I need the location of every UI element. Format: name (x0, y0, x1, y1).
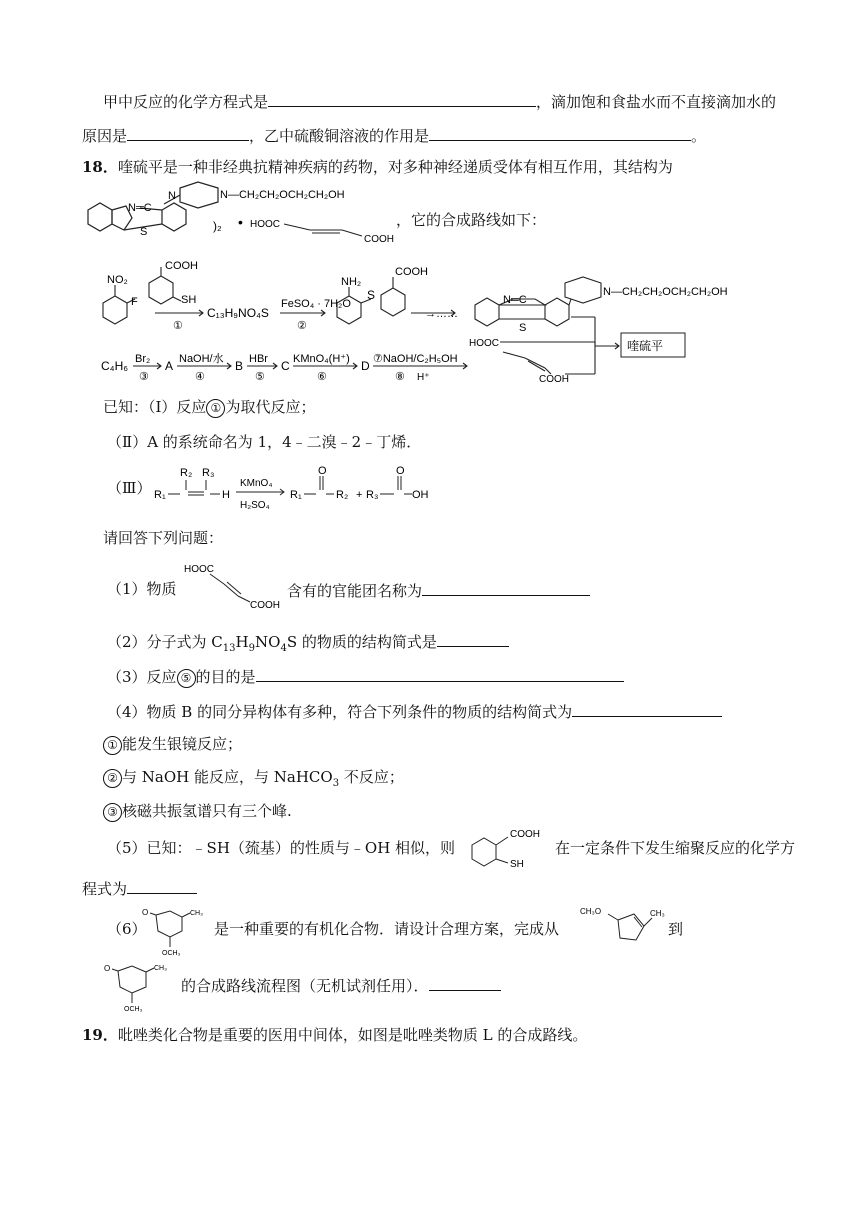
q1-line (107, 579, 177, 599)
ch3-label: CH₃ (154, 965, 167, 972)
r2-label: R₂ (336, 489, 349, 501)
answer-blank[interactable] (437, 630, 509, 647)
circle-number: ② (103, 769, 122, 788)
cooh-label: COOH (539, 374, 569, 385)
c-label: C (281, 359, 290, 373)
synthesis-route-2 (95, 330, 715, 390)
q2-text-c: NO (255, 633, 281, 651)
top-part2: ，滴加饱和食盐水而不直接滴加水的 (536, 93, 777, 111)
cooh-label: COOH (364, 234, 394, 245)
ch3o-label: CH₃O (580, 907, 602, 916)
ch3-label: CH₃ (650, 909, 665, 918)
cyclopentene-structure (578, 900, 668, 950)
a-label: A (165, 359, 174, 373)
known-2: （Ⅱ）A 的系统命名为 1，4﹣二溴﹣2﹣丁烯． (107, 433, 422, 451)
hbr-label: HBr (249, 353, 268, 365)
side-chain-label: N—CH₂CH₂OCH₂CH₂OH (220, 189, 345, 201)
q2-text-b: H (235, 633, 249, 651)
s-label: S (519, 322, 527, 334)
q6-lead: （6） (107, 920, 147, 938)
cooh-label: COOH (165, 260, 198, 272)
condition-2-text-a: 与 NaOH 能反应，与 NaHCO (122, 768, 333, 786)
q6-tail: 的合成路线流程图（无机试剂任用）． (181, 977, 429, 995)
q5-line-3 (82, 877, 197, 899)
cooh-label: COOH (510, 829, 540, 840)
q3-text-b: 的目的是 (195, 668, 256, 686)
b-label: B (235, 359, 244, 373)
known-title: 已知：（Ⅰ）反应 (103, 398, 207, 416)
condition-2-text-b: 不反应； (339, 768, 404, 786)
dot-label: • (238, 214, 243, 230)
o-label: O (396, 465, 405, 477)
q18-intro (82, 157, 673, 177)
kmno4-label: KMnO₄(H⁺) (293, 353, 350, 365)
q3-text-a: （3）反应 (107, 668, 177, 686)
step-2-label: ② (297, 320, 307, 332)
n-eq-c-label: N═C (128, 202, 152, 214)
q1-text: 含有的官能团名称为 (287, 582, 423, 600)
h-label: H (222, 489, 230, 501)
top-part4: ，乙中硫酸铜溶液的作用是 (249, 127, 430, 145)
condition-3-text: 核磁共振氢谱只有三个峰. (122, 802, 292, 820)
step-6-label: ⑥ (317, 371, 327, 383)
s-label: S (367, 288, 376, 302)
plus-sign: + (356, 489, 363, 501)
q19-text: 吡唑类化合物是重要的医用中间体，如图是吡唑类物质 L 的合成路线。 (117, 1026, 588, 1044)
hooc-label: HOOC (184, 564, 214, 575)
formula-label: C₁₃H₉NO₄S (207, 306, 269, 320)
condition-1 (103, 734, 242, 755)
dots-label: →…… (425, 308, 458, 320)
subscript: 4 (280, 643, 287, 654)
question-number: 19． (82, 1026, 118, 1044)
top-line-1 (103, 90, 776, 112)
oh-label: OH (412, 489, 429, 501)
answer-blank[interactable] (572, 700, 722, 717)
q1-tail (287, 579, 590, 601)
c4h6-label: C₄H₆ (101, 359, 129, 373)
step-5-label: ⑤ (255, 371, 265, 383)
subscript: 3 (332, 778, 340, 789)
answer-blank[interactable] (256, 665, 624, 682)
q6-text: 是一种重要的有机化合物．请设计合理方案，完成从 (214, 920, 560, 938)
circle-number: ① (206, 399, 225, 418)
product-label: 喹硫平 (627, 339, 664, 353)
answer-blank[interactable] (429, 974, 501, 991)
n-eq-c-label: N═C (503, 294, 527, 306)
cooh-label: COOH (250, 600, 280, 611)
hooc-label: HOOC (469, 338, 499, 349)
q4-text: （4）物质 B 的同分异构体有多种，符合下列条件的物质的结构简式为 (107, 703, 573, 721)
step-8-label: ⑧ (395, 371, 405, 383)
top-line-2 (82, 124, 706, 146)
q6-to: 到 (668, 920, 684, 938)
q3-line (107, 665, 624, 688)
q2-text-a: （2）分子式为 C (107, 633, 223, 651)
och3-label: OCH₃ (162, 950, 181, 957)
n-label: N (168, 190, 176, 202)
answer-prompt: 请回答下列问题： (103, 529, 224, 547)
q4-line (107, 700, 722, 722)
q19-line (82, 1025, 587, 1045)
top-part3: 原因是 (82, 127, 128, 145)
question-number: 18． (82, 158, 118, 176)
ch3-label: CH₃ (190, 910, 203, 917)
q18-intro-tail: ，它的合成路线如下： (396, 211, 547, 229)
known-3-reaction (150, 462, 440, 517)
kmno4-label: KMnO₄ (240, 478, 273, 489)
no2-label: NO₂ (107, 274, 128, 286)
top-part5: 。 (691, 127, 707, 145)
r2-label: R₂ (180, 467, 193, 479)
circle-number: ① (103, 736, 122, 755)
r1-label: R₁ (154, 489, 166, 501)
circle-number: ⑤ (177, 669, 196, 688)
answer-blank[interactable] (127, 124, 249, 141)
thiosalicylic-acid-structure (462, 825, 552, 873)
o-label: O (318, 465, 327, 477)
step-1-label: ① (173, 320, 183, 332)
q5-line-1: （5）已知：﹣SH（巯基）的性质与﹣OH 相似，则 (107, 839, 456, 857)
nh2-label: NH₂ (341, 276, 362, 288)
q5-line-2: 在一定条件下发生缩聚反应的化学方 (555, 839, 796, 857)
lactone-structure (140, 903, 210, 961)
cooh-label: COOH (395, 266, 428, 278)
step-3-label: ③ (139, 371, 149, 383)
side-chain-label: N—CH₂CH₂OCH₂CH₂OH (603, 286, 728, 298)
lactone-target-structure (100, 957, 180, 1019)
r3-label: R₃ (366, 489, 379, 501)
subscript-two: )₂ (213, 219, 222, 233)
answer-blank[interactable] (127, 877, 197, 894)
q2-text-d: S 的物质的结构简式是 (286, 633, 437, 651)
answer-blank[interactable] (429, 124, 691, 141)
d-label: D (361, 359, 370, 373)
feso4-label: FeSO₄ · 7H₂O (281, 298, 351, 310)
known-3-label: （Ⅲ） (107, 479, 152, 497)
condition-3 (103, 801, 292, 822)
r3-label: R₃ (202, 467, 215, 479)
s-label: S (140, 226, 148, 238)
sh-label: SH (181, 294, 197, 306)
f-label: F (131, 296, 138, 308)
och3-label: OCH₃ (124, 1006, 143, 1013)
q2-line (107, 630, 509, 659)
known-1-tail: 为取代反应； (225, 398, 316, 416)
subscript: 9 (248, 643, 255, 654)
known-1 (103, 397, 315, 418)
o-label: O (142, 908, 149, 917)
br2-label: Br₂ (135, 353, 151, 365)
condition-1-text: 能发生银镜反应； (122, 735, 243, 753)
h2so4-label: H₂SO₄ (240, 500, 270, 511)
naoh-ethanol-label: ⑦NaOH/C₂H₅OH (373, 353, 458, 365)
q5-tail: 程式为 (82, 880, 128, 898)
q18-intro-text: 喹硫平是一种非经典抗精神疾病的药物，对多种神经递质受体有相互作用，其结构为 (117, 158, 673, 176)
r1-label: R₁ (290, 489, 302, 501)
condition-2 (103, 767, 404, 794)
naoh-label: NaOH/水 (179, 353, 224, 365)
sh-label: SH (510, 859, 524, 870)
butenedioic-acid-structure (180, 560, 290, 612)
circle-number: ③ (103, 803, 122, 822)
answer-blank[interactable] (268, 90, 536, 107)
quetiapine-structure (80, 180, 420, 250)
step-4-label: ④ (195, 371, 205, 383)
answer-blank[interactable] (422, 579, 590, 596)
q1-lead: （1）物质 (107, 580, 177, 598)
subscript: 13 (222, 643, 236, 654)
q6-line-2 (181, 974, 501, 996)
hooc-label: HOOC (250, 219, 280, 230)
h-plus-label: H⁺ (417, 372, 430, 383)
top-part1: 甲中反应的化学方程式是 (103, 93, 269, 111)
o-label: O (104, 964, 111, 973)
